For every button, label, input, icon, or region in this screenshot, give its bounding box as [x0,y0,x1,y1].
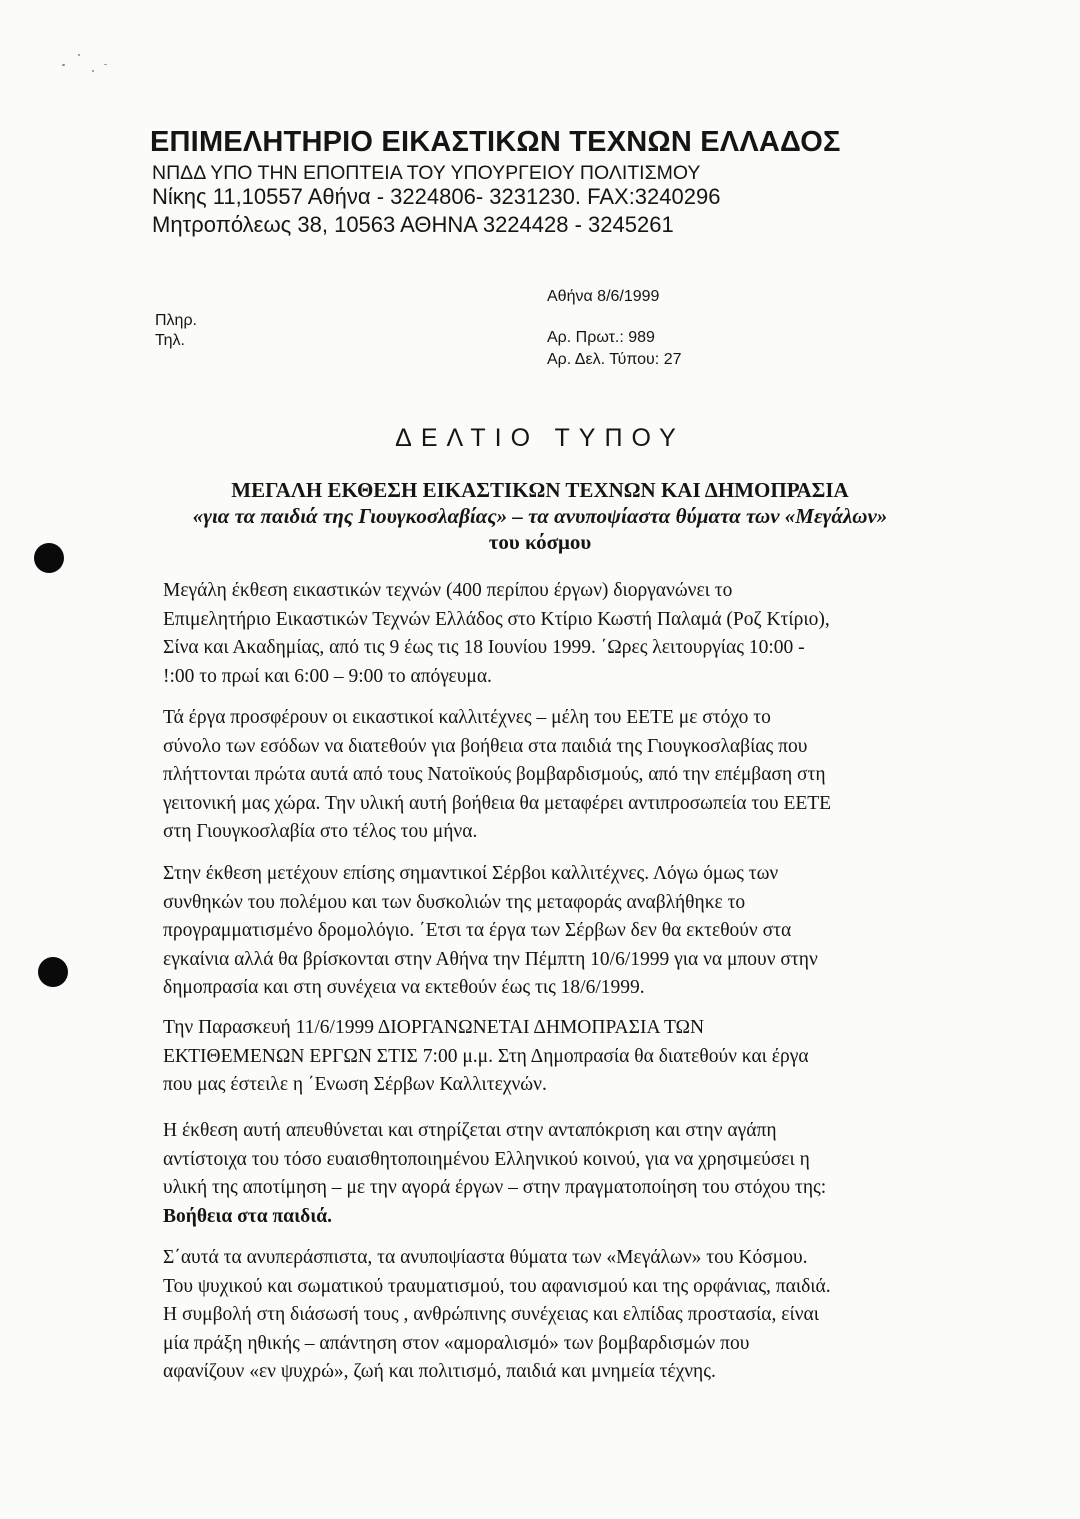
scan-speck [78,54,80,56]
paragraph-3 [163,860,913,1003]
paragraph-line: αντίστοιχα του τόσο ευαισθητοποιημένου Ελληνικού κοινού, για να χρησιμεύσει η [163,1148,810,1170]
phone-label: Τηλ. [155,332,185,349]
paragraph-line: στη Γιουγκοσλαβία στο τέλος του μήνα. [163,821,478,842]
scan-speck [104,64,107,65]
paragraph-line: Μεγάλη έκθεση εικαστικών τεχνών (400 περίπου έργων) διοργανώνει το [163,580,733,601]
document-date: Αθήνα 8/6/1999 [547,288,660,305]
headline-line-3: του κόσμου [488,530,592,554]
paragraph-line: Σ΄αυτά τα ανυπεράσπιστα, τα ανυποψίαστα θύματα των «Μεγάλων» του Κόσμου. [163,1247,808,1268]
paragraph-line: σύνολο των εσόδων να διατεθούν για βοήθεια στα παιδιά της Γιουγκοσλαβίας που [163,735,808,757]
headline-line-2: «για τα παιδιά της Γιουγκοσλαβίας» – τα ανυποψίαστα θύματα των «Μεγάλων» [192,504,888,528]
paragraph-line: συνθηκών του πολέμου και των δυσκολιών της μεταφοράς αναβλήθηκε το [163,891,746,913]
paragraph-2 [163,704,913,847]
press-release-title: ΔΕΛΤΙΟ ΤΥΠΟΥ [395,424,685,452]
scan-speck [62,64,65,66]
paragraph-line: εγκαίνια αλλά θα βρίσκονται στην Αθήνα την Πέμπτη 10/6/1999 για να μπουν στην [163,948,818,970]
protocol-number: Αρ. Πρωτ.: 989 [547,329,655,346]
paragraph-line: αφανίζουν «εν ψυχρώ», ζωή και πολιτισμό, παιδιά και μνημεία τέχνης. [163,1361,716,1382]
paragraph-line: !:00 το πρωί και 6:00 – 9:00 το απόγευμα. [163,665,492,687]
paragraph-emphasis: Βοήθεια στα παιδιά. [163,1205,333,1227]
paragraph-5 [163,1117,913,1231]
paragraph-line: Η συμβολή στη διάσωσή τους , ανθρώπινης συνέχειας και ελπίδας προστασία, είναι [163,1304,819,1325]
bulletin-number: Αρ. Δελ. Τύπου: 27 [547,351,682,368]
paragraph-line: Στην έκθεση μετέχουν επίσης σημαντικοί Σέρβοι καλλιτέχνες. Λόγω όμως των [163,863,779,884]
paragraph-line: Τά έργα προσφέρουν οι εικαστικοί καλλιτέχνες – μέλη του ΕΕΤΕ με στόχο το [163,707,771,728]
organization-address-1: Νίκης 11,10557 Αθήνα - 3224806- 3231230. FAX:3240296 [152,184,721,209]
paragraph-line: ΕΚΤΙΘΕΜΕΝΩΝ ΕΡΓΩΝ ΣΤΙΣ 7:00 μ.μ. Στη Δημοπρασία θα διατεθούν και έργα [163,1045,809,1067]
paragraph-line: μία πράξη ηθικής – απάντηση στον «αμοραλισμό» των βομβαρδισμών που [163,1332,750,1354]
paragraph-line: Την Παρασκευή 11/6/1999 ΔΙΟΡΓΑΝΩΝΕΤΑΙ ΔΗΜΟΠΡΑΣΙΑ ΤΩΝ [163,1017,705,1038]
hole-punch-mark [38,957,68,987]
scan-speck [92,70,94,72]
organization-subtitle: ΝΠΔΔ ΥΠΟ ΤΗΝ ΕΠΟΠΤΕΙΑ ΤΟΥ ΥΠΟΥΡΓΕΙΟΥ ΠΟΛΙΤΙΣΜΟΥ [152,162,701,184]
paragraph-line: που μας έστειλε η ΄Ενωση Σέρβων Καλλιτεχνών. [163,1074,547,1095]
paragraph-line: Η έκθεση αυτή απευθύνεται και στηρίζεται στην ανταπόκριση και στην αγάπη [163,1120,777,1141]
organization-title: ΕΠΙΜΕΛΗΤΗΡΙΟ ΕΙΚΑΣΤΙΚΩΝ ΤΕΧΝΩΝ ΕΛΛΑΔΟΣ [150,126,841,158]
paragraph-line: προγραμματισμένο δρομολόγιο. ΄Ετσι τα έργα των Σέρβων δεν θα εκτεθούν στα [163,920,792,941]
paragraph-line: Σίνα και Ακαδημίας, από τις 9 έως τις 18 Ιουνίου 1999. ΄Ωρες λειτουργίας 10:00 - [163,637,805,658]
paragraph-line: υλική της αποτίμηση – με την αγορά έργων – στην πραγματοποίηση του στόχου της: [163,1177,827,1198]
paragraph-6 [163,1244,913,1387]
headline-line-1: ΜΕΓΑΛΗ ΕΚΘΕΣΗ ΕΙΚΑΣΤΙΚΩΝ ΤΕΧΝΩΝ ΚΑΙ ΔΗΜΟΠΡΑΣΙΑ [231,478,849,502]
paragraph-line: Του ψυχικού και σωματικού τραυματισμού, του αφανισμού και της ορφάνιας, παιδιά. [163,1275,831,1297]
paragraph-line: Επιμελητήριο Εικαστικών Τεχνών Ελλάδος στο Κτίριο Κωστή Παλαμά (Ροζ Κτίριο), [163,608,830,630]
paragraph-1 [163,577,913,691]
paragraph-line: δημοπρασία και στη συνέχεια να εκτεθούν έως τις 18/6/1999. [163,977,645,998]
organization-address-2: Μητροπόλεως 38, 10563 ΑΘΗΝΑ 3224428 - 3245261 [152,212,674,237]
paragraph-4 [163,1014,913,1100]
paragraph-line: πλήττονται πρώτα αυτά από τους Νατοϊκούς βομβαρδισμούς, από την επέμβαση στη [163,764,826,785]
paragraph-line: γειτονική μας χώρα. Την υλική αυτή βοήθεια θα μεταφέρει αντιπροσωπεία του ΕΕΤΕ [163,792,832,814]
info-label: Πληρ. [155,312,197,329]
